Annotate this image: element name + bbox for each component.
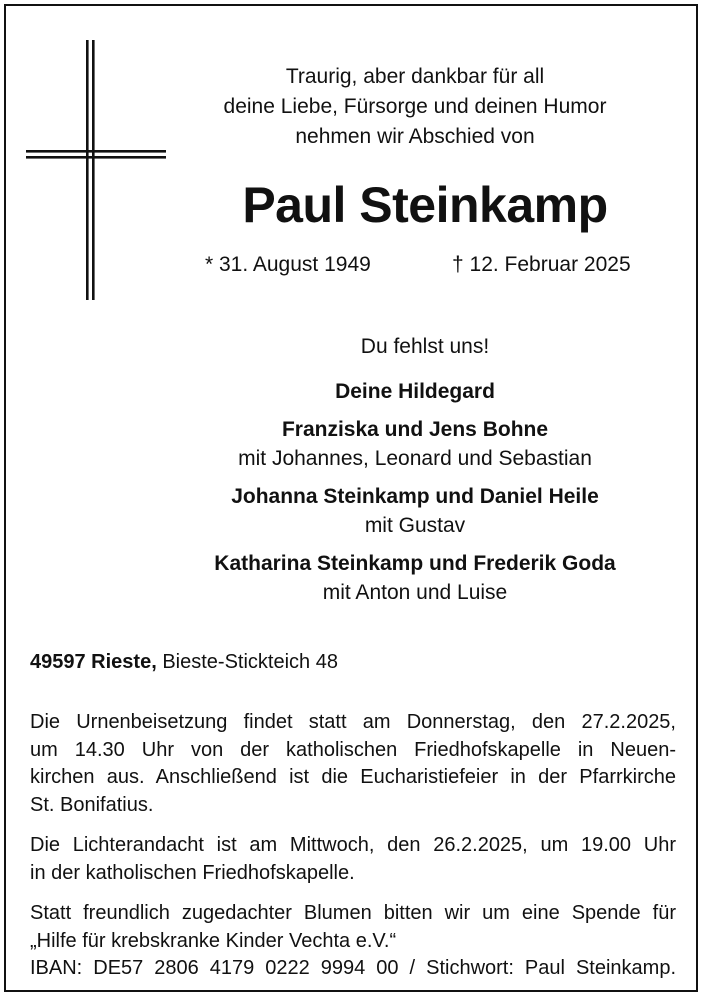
donation-line-3: IBAN: DE57 2806 4179 0222 9994 00 / Stichwort: Paul Steinkamp. bbox=[30, 957, 676, 979]
intro-text bbox=[180, 62, 650, 152]
cross-icon bbox=[26, 40, 166, 300]
family-children-4: mit Anton und Luise bbox=[322, 581, 508, 604]
vigil-info bbox=[30, 832, 676, 887]
address bbox=[30, 651, 338, 674]
family-name-3: Johanna Steinkamp und Daniel Heile bbox=[231, 485, 599, 508]
burial-line-1: Die Urnenbeisetzung findet statt am Donnerstag, den 27.2.2025, bbox=[30, 711, 676, 733]
intro-line-1: Traurig, aber dankbar für all bbox=[285, 65, 545, 88]
family-name-4: Katharina Steinkamp und Frederik Goda bbox=[214, 552, 616, 575]
death-date: † 12. Februar 2025 bbox=[452, 253, 631, 276]
family-children-2: mit Johannes, Leonard und Sebastian bbox=[238, 447, 592, 470]
vigil-line-2: in der katholischen Friedhofskapelle. bbox=[30, 861, 355, 884]
donation-info bbox=[30, 900, 676, 983]
donation-line-2: „Hilfe für krebskranke Kinder Vechta e.V.“ bbox=[30, 929, 397, 952]
donation-line-1: Statt freundlich zugedachter Blumen bitten wir um eine Spende für bbox=[30, 902, 676, 924]
burial-line-2: um 14.30 Uhr von der katholischen Friedhofskapelle in Neuen- bbox=[30, 738, 676, 761]
family-name-2: Franziska und Jens Bohne bbox=[281, 418, 549, 441]
family-children-3: mit Gustav bbox=[364, 514, 466, 537]
family-name-1: Deine Hildegard bbox=[335, 380, 495, 403]
vigil-line-1: Die Lichterandacht ist am Mittwoch, den 26.2.2025, um 19.00 Uhr bbox=[30, 834, 676, 856]
tagline: Du fehlst uns! bbox=[360, 335, 490, 358]
address-street: Bieste-Stickteich 48 bbox=[162, 651, 338, 673]
address-city: 49597 Rieste, bbox=[30, 651, 157, 673]
burial-info bbox=[30, 709, 676, 819]
family-list bbox=[170, 377, 660, 607]
intro-line-2: deine Liebe, Fürsorge und deinen Humor bbox=[223, 95, 607, 118]
burial-line-3: kirchen aus. Anschließend ist die Eucharistiefeier in der Pfarrkirche bbox=[30, 766, 676, 788]
birth-date: * 31. August 1949 bbox=[205, 253, 371, 276]
deceased-name: Paul Steinkamp bbox=[242, 177, 608, 233]
intro-line-3: nehmen wir Abschied von bbox=[295, 125, 535, 148]
burial-line-4: St. Bonifatius. bbox=[30, 793, 154, 816]
